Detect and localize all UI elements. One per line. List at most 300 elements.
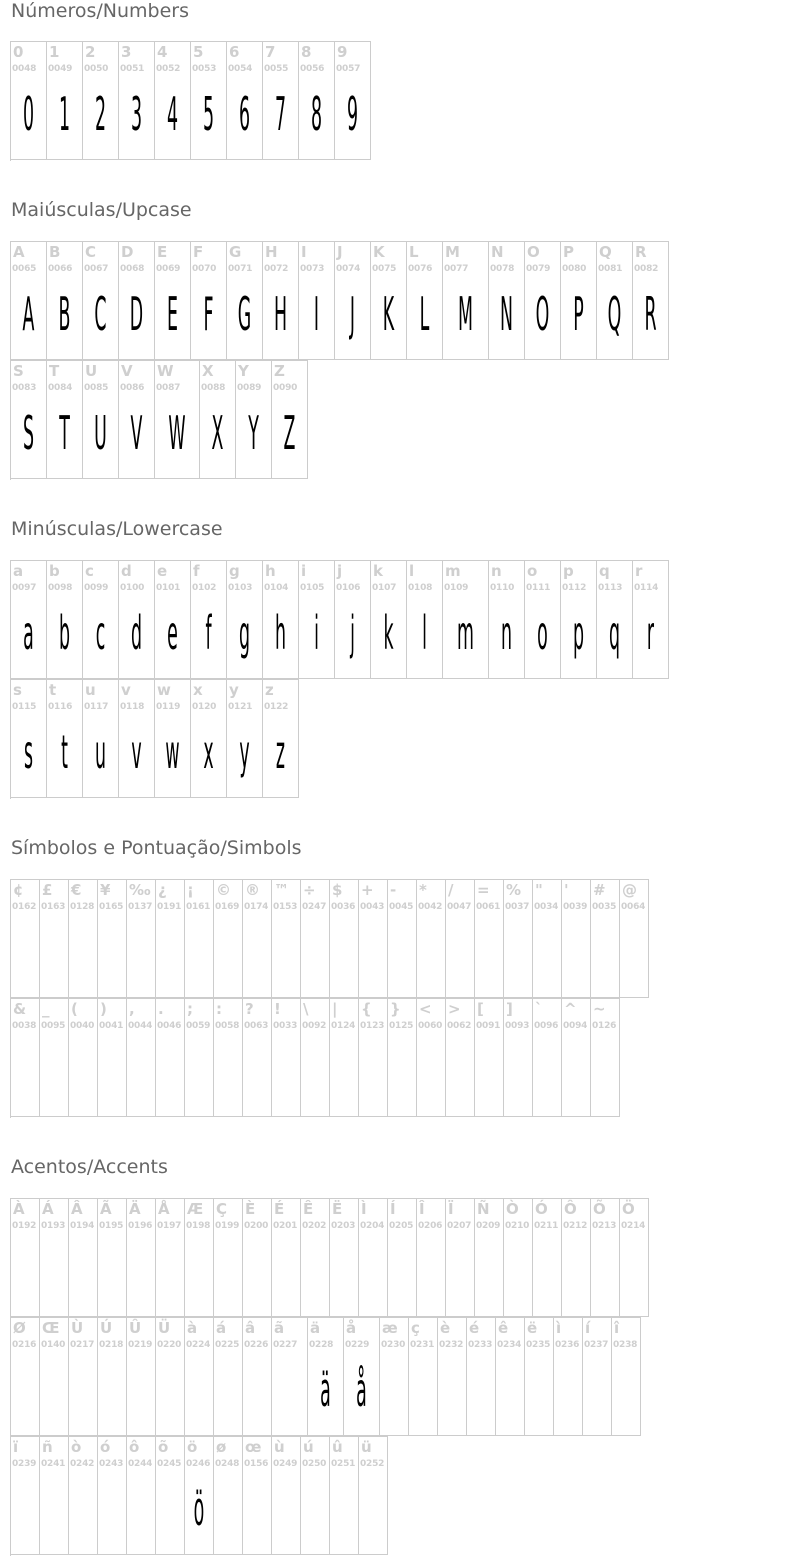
glyph-char-label: å — [346, 1319, 357, 1337]
glyph-cell — [475, 1199, 504, 1317]
glyph-sample: W — [168, 406, 186, 460]
glyph-char-label: ] — [506, 1000, 513, 1018]
glyph-cell — [243, 1199, 272, 1317]
glyph-cell — [263, 242, 299, 360]
glyph-cell — [185, 1199, 214, 1317]
glyph-cell — [299, 42, 335, 160]
section-title-upcase: Maiúsculas/Upcase — [11, 199, 192, 221]
glyph-code-label: 0039 — [563, 902, 588, 912]
glyph-char-label: ‰ — [129, 881, 151, 899]
glyph-code-label: 0065 — [12, 264, 37, 274]
glyph-cell — [156, 1318, 185, 1436]
glyph-char-label: À — [13, 1200, 25, 1218]
glyph-cell — [69, 999, 98, 1117]
glyph-char-label: 8 — [301, 43, 312, 61]
glyph-code-label: 0033 — [273, 1021, 298, 1031]
glyph-cell — [335, 561, 371, 679]
glyph-code-label: 0110 — [490, 583, 515, 593]
glyph-char-label: q — [599, 562, 610, 580]
glyph-cell — [272, 880, 301, 998]
glyph-code-label: 0122 — [264, 702, 289, 712]
glyph-sample: P — [573, 287, 584, 341]
glyph-sample: i — [314, 606, 319, 660]
glyph-code-label: 0248 — [215, 1459, 240, 1469]
glyph-cell — [597, 561, 633, 679]
glyph-sample: 5 — [202, 87, 215, 141]
glyph-char-label: [ — [477, 1000, 484, 1018]
glyph-char-label: ! — [274, 1000, 281, 1018]
glyph-cell — [335, 242, 371, 360]
glyph-cell — [227, 561, 263, 679]
glyph-sample: O — [535, 287, 550, 341]
glyph-cell — [11, 242, 47, 360]
glyph-code-label: 0053 — [192, 64, 217, 74]
glyph-char-label: è — [440, 1319, 451, 1337]
glyph-sample: z — [275, 725, 286, 779]
glyph-code-label: 0043 — [360, 902, 385, 912]
glyph-cell — [417, 880, 446, 998]
glyph-char-label: V — [121, 362, 133, 380]
glyph-cell — [407, 561, 443, 679]
glyph-code-label: 0049 — [48, 64, 73, 74]
glyph-char-label: ç — [411, 1319, 420, 1337]
glyph-char-label: m — [445, 562, 461, 580]
glyph-char-label: p — [563, 562, 574, 580]
glyph-code-label: 0169 — [215, 902, 240, 912]
glyph-code-label: 0091 — [476, 1021, 501, 1031]
glyph-code-label: 0119 — [156, 702, 181, 712]
glyph-char-label: Ø — [13, 1319, 26, 1337]
glyph-char-label: z — [265, 681, 274, 699]
glyph-row-accents-1 — [10, 1198, 649, 1318]
glyph-code-label: 0140 — [41, 1340, 66, 1350]
glyph-char-label: ö — [187, 1438, 198, 1456]
glyph-sample: p — [572, 606, 585, 660]
glyph-char-label: ÷ — [303, 881, 316, 899]
glyph-code-label: 0250 — [302, 1459, 327, 1469]
glyph-char-label: x — [193, 681, 203, 699]
glyph-code-label: 0163 — [41, 902, 66, 912]
glyph-char-label: O — [527, 243, 540, 261]
glyph-cell — [504, 999, 533, 1117]
section-title-symbols: Símbolos e Pontuação/Simbols — [11, 837, 302, 859]
glyph-char-label: 9 — [337, 43, 348, 61]
glyph-cell — [185, 1318, 214, 1436]
glyph-cell — [11, 561, 47, 679]
glyph-row-symbols-2 — [10, 998, 620, 1118]
glyph-char-label: \ — [303, 1000, 309, 1018]
glyph-sample: m — [457, 606, 474, 660]
glyph-char-label: í — [585, 1319, 591, 1337]
glyph-row-numbers-1 — [10, 41, 371, 161]
glyph-sample: s — [23, 725, 34, 779]
glyph-char-label: T — [49, 362, 60, 380]
glyph-cell — [243, 999, 272, 1117]
glyph-char-label: ( — [71, 1000, 78, 1018]
glyph-sample: C — [94, 287, 107, 341]
glyph-cell — [583, 1318, 612, 1436]
glyph-row-accents-3 — [10, 1436, 388, 1556]
glyph-char-label: ™ — [274, 881, 289, 899]
glyph-cell — [409, 1318, 438, 1436]
glyph-cell — [11, 1318, 40, 1436]
glyph-sample: S — [22, 406, 35, 460]
glyph-row-lowercase-2 — [10, 679, 299, 799]
glyph-char-label: _ — [42, 1000, 50, 1018]
glyph-char-label: c — [85, 562, 94, 580]
glyph-code-label: 0128 — [70, 902, 95, 912]
glyph-code-label: 0064 — [621, 902, 646, 912]
glyph-char-label: w — [157, 681, 171, 699]
glyph-char-label: Ú — [100, 1319, 113, 1337]
glyph-cell — [504, 880, 533, 998]
glyph-code-label: 0058 — [215, 1021, 240, 1031]
glyph-code-label: 0077 — [444, 264, 469, 274]
glyph-char-label: Î — [419, 1200, 425, 1218]
glyph-code-label: 0210 — [505, 1221, 530, 1231]
glyph-code-label: 0193 — [41, 1221, 66, 1231]
glyph-char-label: Ì — [361, 1200, 367, 1218]
glyph-code-label: 0200 — [244, 1221, 269, 1231]
glyph-char-label: Ä — [129, 1200, 141, 1218]
glyph-sample: j — [350, 606, 355, 660]
glyph-code-label: 0059 — [186, 1021, 211, 1031]
glyph-code-label: 0201 — [273, 1221, 298, 1231]
section-title-accents: Acentos/Accents — [11, 1156, 168, 1178]
glyph-code-label: 0035 — [592, 902, 617, 912]
glyph-code-label: 0109 — [444, 583, 469, 593]
glyph-cell — [533, 1199, 562, 1317]
glyph-code-label: 0230 — [381, 1340, 406, 1350]
glyph-code-label: 0251 — [331, 1459, 356, 1469]
glyph-cell — [496, 1318, 525, 1436]
glyph-code-label: 0165 — [99, 902, 124, 912]
glyph-code-label: 0118 — [120, 702, 145, 712]
glyph-code-label: 0041 — [99, 1021, 124, 1031]
glyph-sample: D — [129, 287, 144, 341]
glyph-code-label: 0212 — [563, 1221, 588, 1231]
glyph-cell — [47, 561, 83, 679]
glyph-code-label: 0099 — [84, 583, 109, 593]
glyph-char-label: É — [274, 1200, 285, 1218]
glyph-code-label: 0217 — [70, 1340, 95, 1350]
glyph-cell — [388, 999, 417, 1117]
glyph-code-label: 0100 — [120, 583, 145, 593]
glyph-cell — [467, 1318, 496, 1436]
glyph-code-label: 0052 — [156, 64, 181, 74]
glyph-char-label: Ê — [303, 1200, 314, 1218]
glyph-cell — [236, 361, 272, 479]
glyph-code-label: 0252 — [360, 1459, 385, 1469]
glyph-char-label: â — [245, 1319, 256, 1337]
glyph-code-label: 0218 — [99, 1340, 124, 1350]
glyph-char-label: Ò — [506, 1200, 519, 1218]
glyph-sample: u — [94, 725, 107, 779]
glyph-code-label: 0036 — [331, 902, 356, 912]
glyph-char-label: Ö — [622, 1200, 635, 1218]
glyph-char-label: t — [49, 681, 57, 699]
glyph-cell — [443, 242, 489, 360]
glyph-row-upcase-1 — [10, 241, 669, 361]
glyph-char-label: } — [390, 1000, 401, 1018]
glyph-code-label: 0038 — [12, 1021, 37, 1031]
glyph-cell — [47, 42, 83, 160]
glyph-code-label: 0045 — [389, 902, 414, 912]
glyph-code-label: 0120 — [192, 702, 217, 712]
glyph-char-label: Û — [129, 1319, 142, 1337]
glyph-code-label: 0236 — [555, 1340, 580, 1350]
glyph-cell — [69, 1199, 98, 1317]
glyph-sample: w — [165, 725, 180, 779]
glyph-code-label: 0213 — [592, 1221, 617, 1231]
glyph-sample: l — [422, 606, 427, 660]
glyph-char-label: 1 — [49, 43, 60, 61]
glyph-cell — [388, 1199, 417, 1317]
glyph-char-label: I — [301, 243, 307, 261]
glyph-char-label: ¢ — [13, 881, 24, 899]
glyph-char-label: A — [13, 243, 25, 261]
glyph-cell — [633, 561, 669, 679]
glyph-sample: x — [203, 725, 214, 779]
glyph-cell — [185, 880, 214, 998]
glyph-char-label: ñ — [42, 1438, 53, 1456]
glyph-cell — [533, 880, 562, 998]
glyph-cell — [612, 1318, 641, 1436]
glyph-char-label: l — [409, 562, 415, 580]
glyph-char-label: Ü — [158, 1319, 171, 1337]
glyph-cell — [119, 42, 155, 160]
glyph-char-label: d — [121, 562, 132, 580]
glyph-code-label: 0192 — [12, 1221, 37, 1231]
glyph-code-label: 0096 — [534, 1021, 559, 1031]
glyph-char-label: ; — [187, 1000, 193, 1018]
glyph-code-label: 0070 — [192, 264, 217, 274]
glyph-char-label: i — [301, 562, 307, 580]
glyph-char-label: S — [13, 362, 24, 380]
glyph-code-label: 0088 — [201, 383, 226, 393]
glyph-code-label: 0205 — [389, 1221, 414, 1231]
glyph-char-label: Z — [274, 362, 285, 380]
glyph-sample: 1 — [58, 87, 71, 141]
glyph-cell — [83, 680, 119, 798]
glyph-char-label: h — [265, 562, 276, 580]
glyph-char-label: ô — [129, 1438, 140, 1456]
glyph-sample: B — [58, 287, 71, 341]
glyph-cell — [272, 1318, 308, 1436]
glyph-cell — [533, 999, 562, 1117]
glyph-cell — [98, 1437, 127, 1555]
glyph-code-label: 0121 — [228, 702, 253, 712]
glyph-code-label: 0051 — [120, 64, 145, 74]
glyph-cell — [83, 242, 119, 360]
glyph-code-label: 0083 — [12, 383, 37, 393]
glyph-sample: 9 — [346, 87, 359, 141]
glyph-cell — [214, 1437, 243, 1555]
glyph-code-label: 0227 — [273, 1340, 298, 1350]
glyph-cell — [155, 680, 191, 798]
glyph-char-label: # — [593, 881, 606, 899]
glyph-code-label: 0040 — [70, 1021, 95, 1031]
glyph-code-label: 0067 — [84, 264, 109, 274]
glyph-code-label: 0080 — [562, 264, 587, 274]
glyph-cell — [417, 1199, 446, 1317]
glyph-cell — [335, 42, 371, 160]
glyph-code-label: 0111 — [526, 583, 551, 593]
glyph-sample: 8 — [310, 87, 323, 141]
glyph-cell — [40, 1199, 69, 1317]
glyph-cell — [562, 999, 591, 1117]
glyph-char-label: œ — [245, 1438, 262, 1456]
glyph-code-label: 0116 — [48, 702, 73, 712]
glyph-cell — [47, 242, 83, 360]
glyph-cell — [214, 999, 243, 1117]
glyph-char-label: £ — [42, 881, 53, 899]
glyph-sample: t — [61, 725, 68, 779]
glyph-char-label: - — [390, 881, 397, 899]
glyph-char-label: ` — [535, 1000, 543, 1018]
glyph-char-label: L — [409, 243, 419, 261]
glyph-code-label: 0234 — [497, 1340, 522, 1350]
glyph-cell — [227, 242, 263, 360]
glyph-cell — [155, 242, 191, 360]
glyph-char-label: > — [448, 1000, 461, 1018]
glyph-cell — [620, 880, 649, 998]
glyph-cell — [127, 1318, 156, 1436]
glyph-code-label: 0226 — [244, 1340, 269, 1350]
glyph-sample: T — [59, 406, 70, 460]
glyph-char-label: o — [527, 562, 538, 580]
glyph-cell — [155, 42, 191, 160]
glyph-sample: R — [644, 287, 657, 341]
glyph-sample: L — [419, 287, 430, 341]
glyph-sample: H — [273, 287, 288, 341]
glyph-cell — [446, 880, 475, 998]
glyph-code-label: 0061 — [476, 902, 501, 912]
glyph-char-label: á — [216, 1319, 227, 1337]
glyph-char-label: ò — [71, 1438, 82, 1456]
glyph-code-label: 0174 — [244, 902, 269, 912]
glyph-code-label: 0104 — [264, 583, 289, 593]
glyph-char-label: a — [13, 562, 24, 580]
glyph-cell — [407, 242, 443, 360]
glyph-code-label: 0087 — [156, 383, 181, 393]
glyph-sample: X — [211, 406, 224, 460]
glyph-cell — [155, 361, 200, 479]
glyph-cell — [69, 880, 98, 998]
glyph-char-label: K — [373, 243, 385, 261]
glyph-cell — [591, 999, 620, 1117]
glyph-code-label: 0231 — [410, 1340, 435, 1350]
glyph-cell — [446, 1199, 475, 1317]
glyph-char-label: " — [535, 881, 543, 899]
glyph-cell — [127, 1437, 156, 1555]
glyph-code-label: 0216 — [12, 1340, 37, 1350]
glyph-code-label: 0086 — [120, 383, 145, 393]
glyph-code-label: 0094 — [563, 1021, 588, 1031]
glyph-char-label: * — [419, 881, 427, 899]
glyph-sample: v — [131, 725, 142, 779]
glyph-cell — [562, 1199, 591, 1317]
glyph-sample: n — [500, 606, 513, 660]
glyph-char-label: 3 — [121, 43, 132, 61]
glyph-cell — [633, 242, 669, 360]
glyph-code-label: 0194 — [70, 1221, 95, 1231]
glyph-code-label: 0238 — [613, 1340, 638, 1350]
glyph-sample: a — [23, 606, 34, 660]
glyph-cell — [330, 999, 359, 1117]
glyph-sample: h — [274, 606, 287, 660]
glyph-cell — [243, 1437, 272, 1555]
glyph-cell — [200, 361, 236, 479]
glyph-cell — [47, 361, 83, 479]
glyph-code-label: 0102 — [192, 583, 217, 593]
glyph-code-label: 0098 — [48, 583, 73, 593]
glyph-char-label: J — [337, 243, 343, 261]
glyph-sample: 0 — [22, 87, 35, 141]
glyph-char-label: ø — [216, 1438, 227, 1456]
glyph-sample: r — [646, 606, 655, 660]
glyph-code-label: 0074 — [336, 264, 361, 274]
glyph-code-label: 0246 — [186, 1459, 211, 1469]
glyph-char-label: ' — [564, 881, 569, 899]
glyph-cell — [227, 42, 263, 160]
glyph-code-label: 0050 — [84, 64, 109, 74]
glyph-cell — [227, 680, 263, 798]
glyph-code-label: 0244 — [128, 1459, 153, 1469]
glyph-row-accents-2 — [10, 1317, 641, 1437]
glyph-cell — [475, 880, 504, 998]
glyph-cell — [359, 880, 388, 998]
glyph-code-label: 0196 — [128, 1221, 153, 1231]
glyph-code-label: 0191 — [157, 902, 182, 912]
glyph-cell — [40, 999, 69, 1117]
glyph-char-label: U — [85, 362, 98, 380]
glyph-code-label: 0068 — [120, 264, 145, 274]
glyph-code-label: 0247 — [302, 902, 327, 912]
glyph-code-label: 0069 — [156, 264, 181, 274]
glyph-char-label: & — [13, 1000, 27, 1018]
glyph-sample: 6 — [238, 87, 251, 141]
glyph-cell — [591, 1199, 620, 1317]
glyph-cell — [11, 361, 47, 479]
glyph-cell — [263, 42, 299, 160]
glyph-code-label: 0115 — [12, 702, 37, 712]
glyph-char-label: Ó — [535, 1200, 548, 1218]
glyph-code-label: 0204 — [360, 1221, 385, 1231]
glyph-code-label: 0235 — [526, 1340, 551, 1350]
glyph-row-lowercase-1 — [10, 560, 669, 680]
glyph-code-label: 0207 — [447, 1221, 472, 1231]
glyph-code-label: 0156 — [244, 1459, 269, 1469]
glyph-char-label: ) — [100, 1000, 107, 1018]
glyph-code-label: 0114 — [634, 583, 659, 593]
glyph-cell — [359, 1437, 388, 1555]
glyph-cell — [489, 561, 525, 679]
glyph-code-label: 0107 — [372, 583, 397, 593]
glyph-char-label: n — [491, 562, 502, 580]
glyph-char-label: ó — [100, 1438, 111, 1456]
glyph-cell — [119, 561, 155, 679]
glyph-cell — [11, 880, 40, 998]
glyph-code-label: 0084 — [48, 383, 73, 393]
glyph-code-label: 0073 — [300, 264, 325, 274]
glyph-cell — [127, 1199, 156, 1317]
glyph-sample: q — [608, 606, 621, 660]
glyph-code-label: 0046 — [157, 1021, 182, 1031]
glyph-sample: 3 — [130, 87, 143, 141]
glyph-cell — [214, 1318, 243, 1436]
glyph-char-label: r — [635, 562, 643, 580]
